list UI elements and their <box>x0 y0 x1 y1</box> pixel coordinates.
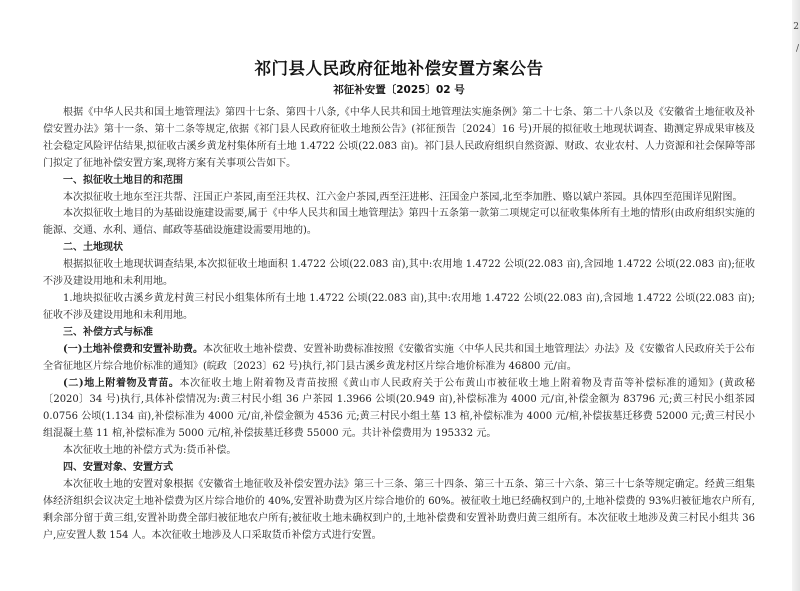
section-4-heading: 四、安置对象、安置方式 <box>63 462 173 474</box>
section-1-heading: 一、拟征收土地目的和范围 <box>63 174 183 186</box>
section-2-paragraph-2: 1.地块拟征收古溪乡黄龙村黄三村民小组集体所有土地 1.4722 公顷(22.083 亩),其中:农用地 1.4722 公顷(22.083 亩),含园地 1.4722 公顷(22.083 亩);征收不涉及建设用地和未利用地。 <box>43 292 755 321</box>
section-2-heading: 二、土地现状 <box>63 242 123 254</box>
document-title: 祁门县人民政府征地补偿安置方案公告 <box>254 59 544 78</box>
section-3-paragraph-3: 本次征收土地的补偿方式为:货币补偿。 <box>63 445 237 457</box>
edge-mark-top: 2 <box>793 22 799 32</box>
announcement-document <box>43 55 755 545</box>
page-edge-strip <box>792 0 800 591</box>
section-3-sub-2 <box>43 376 755 444</box>
intro-paragraph: 根据《中华人民共和国土地管理法》第四十七条、第四十八条,《中华人民共和国土地管理法实施条例》第二十七条、第二十八条以及《安徽省土地征收及补偿安置办法》第十一条、第十二条等规定,依据《祁门县人民政府征收土地预公告》(祁征预告〔2024〕16 号)开展的拟征收土地现状调查、勘测定界成果审核及社会稳定风险评估结果,拟征收古溪乡黄龙村集体所有土地 1.4722 公顷(22.083 亩)。祁门县人民政府组织自然资源、财政、农业农村、人力资源和社会保障等部门拟定了征地补偿安置方案,现将方案有关事项公告如下。 <box>43 107 755 169</box>
section-1-paragraph-2: 本次拟征收土地目的为基础设施建设需要,属于《中华人民共和国土地管理法》第四十五条第一款第二项规定可以征收集体所有土地的情形(由政府组织实施的能源、交通、水利、通信、邮政等基础设施建设需要用地的)。 <box>43 208 755 237</box>
edge-mark-slash: / <box>795 44 799 54</box>
section-1-paragraph-1: 本次拟征收土地东至汪共帮、汪国正户茶园,南至汪共权、江六金户茶园,西至汪进彬、汪国金户茶园,北至李加胜、赂以斌户茶园。具体四至范围详见附图。 <box>63 191 743 203</box>
section-3-sub-2-label: (二)地上附着物及青苗。 <box>63 377 180 389</box>
section-4-paragraph-1: 本次征收土地的安置对象根据《安徽省土地征收及补偿安置办法》第三十三条、第三十四条、第三十五条、第三十六条、第三十七条等规定确定。经黄三组集体经济组织会议决定土地补偿费为区片综合地价的 40%,安置补助费为区片综合地价的 60%。被征收土地已经确权到户的,土地补偿费的 93%归被征地农户所有,剩余部分留于黄三组,安置补助费全部归被征地农户所有;被征收土地未确权到户的,土地补偿费和安置补助费归黄三组所有。本次征收土地涉及黄三村民小组共 36 户,应安置人数 154 人。本次征收土地涉及人口采取货币补偿方式进行安置。 <box>43 478 755 541</box>
section-3-sub-2-text: 本次征收土地上附着物及青苗按照《黄山市人民政府关于公布黄山市被征收土地上附着物及青苗等补偿标准的通知》(黄政秘〔2020〕34 号)执行,具体补偿情况为:黄三村民小组 36 户茶园 1.3966 公顷(20.949 亩),补偿标准为 4000 元/亩,补偿金额为 83796 元;黄三村民小组茶园 0.0756 公顷(1.134 亩),补偿标准为 4000 元/亩,补偿金额为 4536 元;黄三村民小组土墓 13 棺,补偿标准为 4000 元/棺,补偿拔墓迁移费 52000 元;黄三村民小组混凝土墓 11 棺,补偿标准为 5000 元/棺,补偿拔墓迁移费 55000 元。共计补偿费用为 195332 元。 <box>43 377 756 440</box>
section-3-sub-1-label: (一)土地补偿费和安置补助费。 <box>63 343 204 355</box>
section-2-paragraph-1: 根据拟征收土地现状调查结果,本次拟征收土地面积 1.4722 公顷(22.083 亩),其中:农用地 1.4722 公顷(22.083 亩),含园地 1.4722 公顷(22.083 亩);征收不涉及建设用地和未利用地。 <box>43 259 755 288</box>
section-3-sub-1-text: 本次征收土地补偿费、安置补助费标准按照《安徽省实施〈中华人民共和国土地管理法〉办法》及《安徽省人民政府关于公布全省征地区片综合地价标准的通知》(皖政〔2023〕62 号)执行,祁门县古溪乡黄龙村区片综合地价标准为 46800 元/亩。 <box>43 343 755 372</box>
section-3-heading: 三、补偿方式与标准 <box>63 326 153 338</box>
document-number: 祁征补安置〔2025〕02 号 <box>333 84 465 96</box>
section-3-sub-1 <box>43 342 755 376</box>
